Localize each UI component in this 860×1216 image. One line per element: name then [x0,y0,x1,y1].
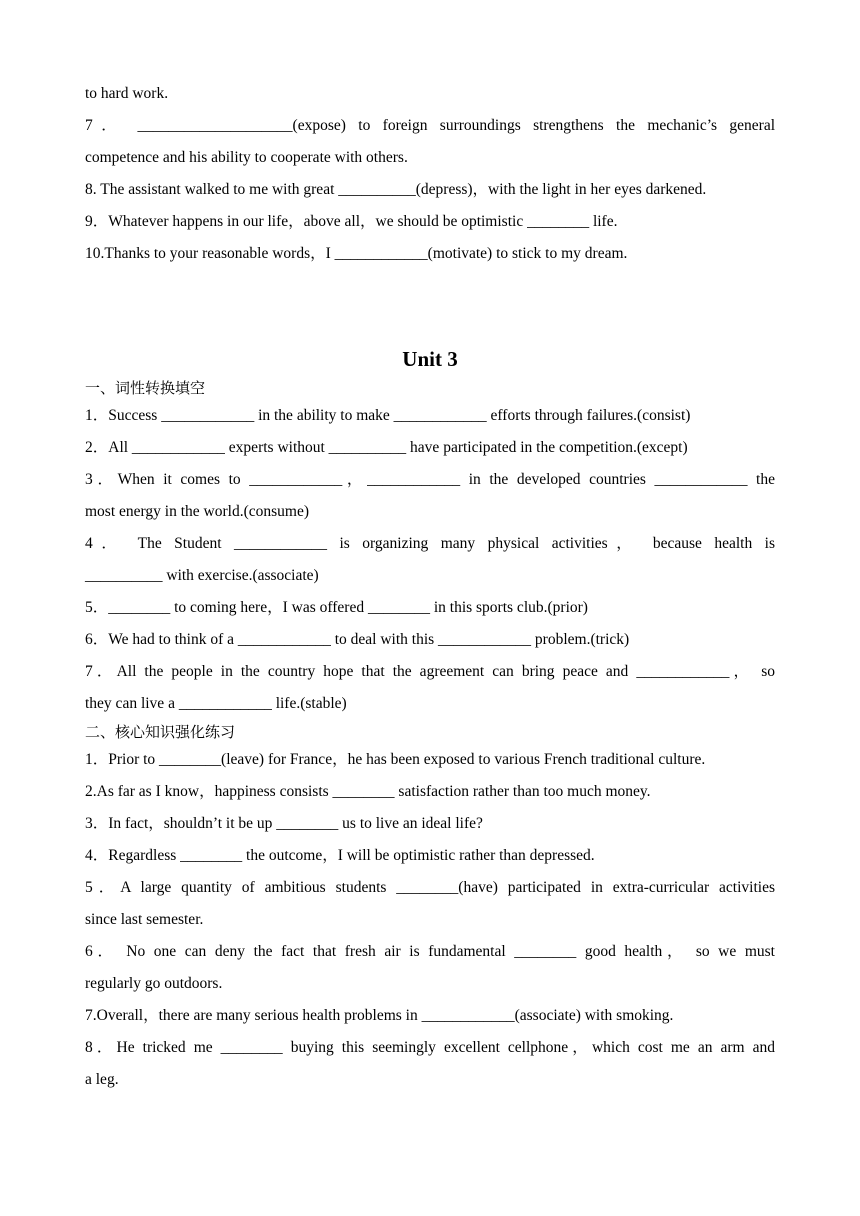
exercise-2-7: 7.Overall，there are many serious health problems in ____________(associate) with smoking. [85,1007,674,1024]
exercise-2-6-cont: regularly go outdoors. [85,975,223,992]
prev-line-1: to hard work. [85,85,169,102]
section-heading-2: 二、核心知识强化练习 [85,723,236,741]
exercise-2-1: 1．Prior to ________(leave) for France，he has been exposed to various French traditional culture. [85,751,706,768]
prev-line-4: 8. The assistant walked to me with great __________(depress)，with the light in her eyes darkened. [85,181,707,198]
exercise-1-1: 1．Success ____________ in the ability to make ____________ efforts through failures.(consist) [85,407,691,424]
exercise-1-3-cont: most energy in the world.(consume) [85,503,309,520]
prev-line-2: 7． ____________________(expose) to foreign surroundings strengthens the mechanic’s general [85,117,775,134]
document-page [85,78,775,1096]
exercise-2-5: 5．A large quantity of ambitious students ________(have) participated in extra-curricular activities [85,879,775,896]
exercise-1-6: 6．We had to think of a ____________ to deal with this ____________ problem.(trick) [85,631,630,648]
exercise-1-7-cont: they can live a ____________ life.(stable) [85,695,347,712]
spacer [85,270,775,334]
exercise-2-8: 8．He tricked me ________ buying this seemingly excellent cellphone，which cost me an arm and [85,1039,775,1056]
section-heading-1: 一、词性转换填空 [85,379,206,397]
exercise-1-2: 2．All ____________ experts without __________ have participated in the competition.(except) [85,439,688,456]
exercise-2-6: 6． No one can deny the fact that fresh air is fundamental ________ good health， so we must [85,943,775,960]
prev-line-3: competence and his ability to cooperate with others. [85,149,408,166]
exercise-1-4-cont: __________ with exercise.(associate) [85,567,319,584]
exercise-2-5-cont: since last semester. [85,911,204,928]
exercise-1-4: 4． The Student ____________ is organizing many physical activities， because health is [85,535,775,552]
prev-line-5: 9．Whatever happens in our life，above all，we should be optimistic ________ life. [85,213,618,230]
exercise-2-4: 4．Regardless ________ the outcome，I will be optimistic rather than depressed. [85,847,595,864]
exercise-2-2: 2.As far as I know，happiness consists ________ satisfaction rather than too much money. [85,783,651,800]
unit-title: Unit 3 [402,347,458,371]
exercise-1-3: 3．When it comes to ____________，____________ in the developed countries ____________ the [85,471,775,488]
exercise-2-8-cont: a leg. [85,1071,119,1088]
exercise-1-7: 7．All the people in the country hope that the agreement can bring peace and ____________， so [85,663,775,680]
exercise-1-5: 5．________ to coming here，I was offered ________ in this sports club.(prior) [85,599,588,616]
exercise-2-3: 3．In fact，shouldn’t it be up ________ us to live an ideal life? [85,815,483,832]
prev-line-6: 10.Thanks to your reasonable words，I ____________(motivate) to stick to my dream. [85,245,628,262]
